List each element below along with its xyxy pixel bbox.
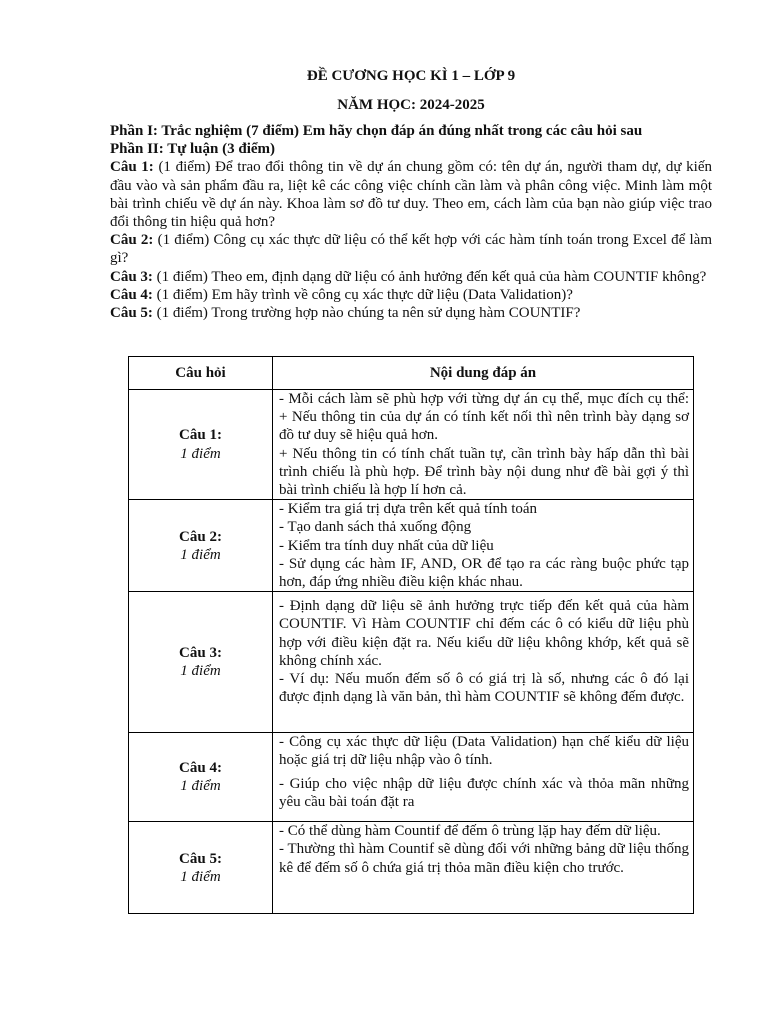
question-points: 1 điểm [180, 445, 221, 462]
answer-line: - Kiểm tra giá trị dựa trên kết quả tính toán [279, 501, 538, 518]
document-title: ĐỀ CƯƠNG HỌC KÌ 1 – LỚP 9 [306, 68, 516, 84]
table-row [129, 822, 694, 914]
part-2-heading: Phần II: Tự luận (3 điểm) [110, 141, 276, 158]
question-text: (1 điểm) Để trao đổi thông tin về dự án chung gồm có: tên dự án, người tham dự, dự kiến đầu vào và sản phẩm đầu ra, liệt kê các công việc chính cần làm và phân công việc. Minh làm một bài trình chiếu về dự án này. Khoa làm sơ đồ tư duy. Theo em, cách làm của bạn nào giúp việc trao đổi thông tin hiệu quả hơn? [110, 159, 713, 231]
question-points: 1 điểm [180, 868, 221, 885]
question-text: (1 điểm) Theo em, định dạng dữ liệu có ảnh hưởng đến kết quả của hàm COUNTIF không? [152, 268, 707, 285]
question-3 [110, 268, 712, 286]
question-label: Câu 3: [110, 268, 153, 285]
table-row [129, 733, 694, 822]
question-number: Câu 5: [179, 850, 222, 867]
question-5 [110, 304, 712, 322]
answer-line: - Thường thì hàm Countif sẽ dùng đối với những bảng dữ liệu thống kê để đếm số ô chứa giá trị thỏa mãn điều kiện cho trước. [279, 841, 689, 876]
answer-line: + Nếu thông tin có tính chất tuần tự, cần trình bày hấp dẫn thì bài trình chiếu là phù hợp. Để trình bày nội dung như đề bài gợi ý thì bài trình chiếu là hợp lí hơn cả. [279, 445, 689, 499]
answer-line: - Tạo danh sách thả xuống động [279, 519, 472, 536]
question-cell [129, 500, 273, 592]
header-question: Câu hỏi [129, 357, 273, 390]
question-points: 1 điểm [180, 778, 221, 795]
school-year: NĂM HỌC: 2024-2025 [337, 97, 485, 113]
question-label: Câu 4: [110, 286, 153, 303]
question-2 [110, 231, 712, 267]
answer-table [128, 356, 694, 914]
answer-cell [273, 500, 694, 592]
answer-line: - Kiểm tra tính duy nhất của dữ liệu [279, 537, 494, 554]
question-number: Câu 3: [179, 645, 222, 662]
part-1-heading: Phần I: Trắc nghiệm (7 điểm) Em hãy chọn đáp án đúng nhất trong các câu hỏi sau [110, 123, 643, 139]
question-4 [110, 286, 712, 304]
table-header-row [129, 357, 694, 390]
question-number: Câu 2: [179, 528, 222, 545]
answer-line: - Mỗi cách làm sẽ phù hợp với từng dự án cụ thể, mục đích cụ thể: + Nếu thông tin của dự án có tính kết nối thì nên trình bày dạng sơ đồ tư duy sẽ hiệu quả hơn. [279, 391, 689, 444]
question-label: Câu 2: [110, 232, 154, 249]
question-text: (1 điểm) Công cụ xác thực dữ liệu có thể kết hợp với các hàm tính toán trong Excel để làm gì? [110, 232, 713, 267]
question-number: Câu 4: [179, 760, 222, 777]
answer-line: - Định dạng dữ liệu sẽ ảnh hưởng trực tiếp đến kết quả của hàm COUNTIF. Vì Hàm COUNTIF chỉ đếm các ô có kiểu dữ liệu phù hợp với điều kiện đặt ra. Nếu kiểu dữ liệu không khớp, kết quả sẽ không chính xác. [279, 598, 689, 669]
document-page [110, 66, 713, 885]
table-row [129, 592, 694, 733]
question-cell [129, 822, 273, 914]
table-row [129, 390, 694, 500]
question-number: Câu 1: [179, 427, 222, 444]
question-text: (1 điểm) Em hãy trình về công cụ xác thực dữ liệu (Data Validation)? [152, 286, 573, 303]
question-points: 1 điểm [180, 663, 221, 680]
question-label: Câu 5: [110, 305, 153, 322]
question-cell [129, 390, 273, 500]
question-cell [129, 592, 273, 733]
answer-line: - Ví dụ: Nếu muốn đếm số ô có giá trị là số, nhưng các ô đó lại được định dạng là văn bản, thì hàm COUNTIF sẽ không đếm được. [279, 671, 689, 706]
question-1 [110, 158, 712, 231]
question-cell [129, 733, 273, 822]
answer-cell [273, 390, 694, 500]
answer-line: - Có thể dùng hàm Countif để đếm ô trùng lặp hay đếm dữ liệu. [279, 823, 661, 840]
question-label: Câu 1: [110, 159, 154, 176]
answer-cell [273, 592, 694, 733]
document-body [110, 122, 712, 322]
question-text: (1 điểm) Trong trường hợp nào chúng ta nên sử dụng hàm COUNTIF? [152, 305, 581, 322]
header-answer: Nội dung đáp án [273, 357, 694, 390]
question-points: 1 điểm [180, 546, 221, 563]
answer-line: - Giúp cho việc nhập dữ liệu được chính xác và thỏa mãn những yêu cầu bài toán đặt ra [279, 775, 689, 810]
answer-line: - Công cụ xác thực dữ liệu (Data Validation) hạn chế kiểu dữ liệu hoặc giá trị dữ liệu nhập vào ô tính. [279, 734, 689, 769]
answer-line: - Sử dụng các hàm IF, AND, OR để tạo ra các ràng buộc phức tạp hơn, đáp ứng nhiều điều kiện khác nhau. [279, 555, 689, 591]
answer-cell [273, 822, 694, 914]
table-row [129, 500, 694, 592]
answer-cell [273, 733, 694, 822]
